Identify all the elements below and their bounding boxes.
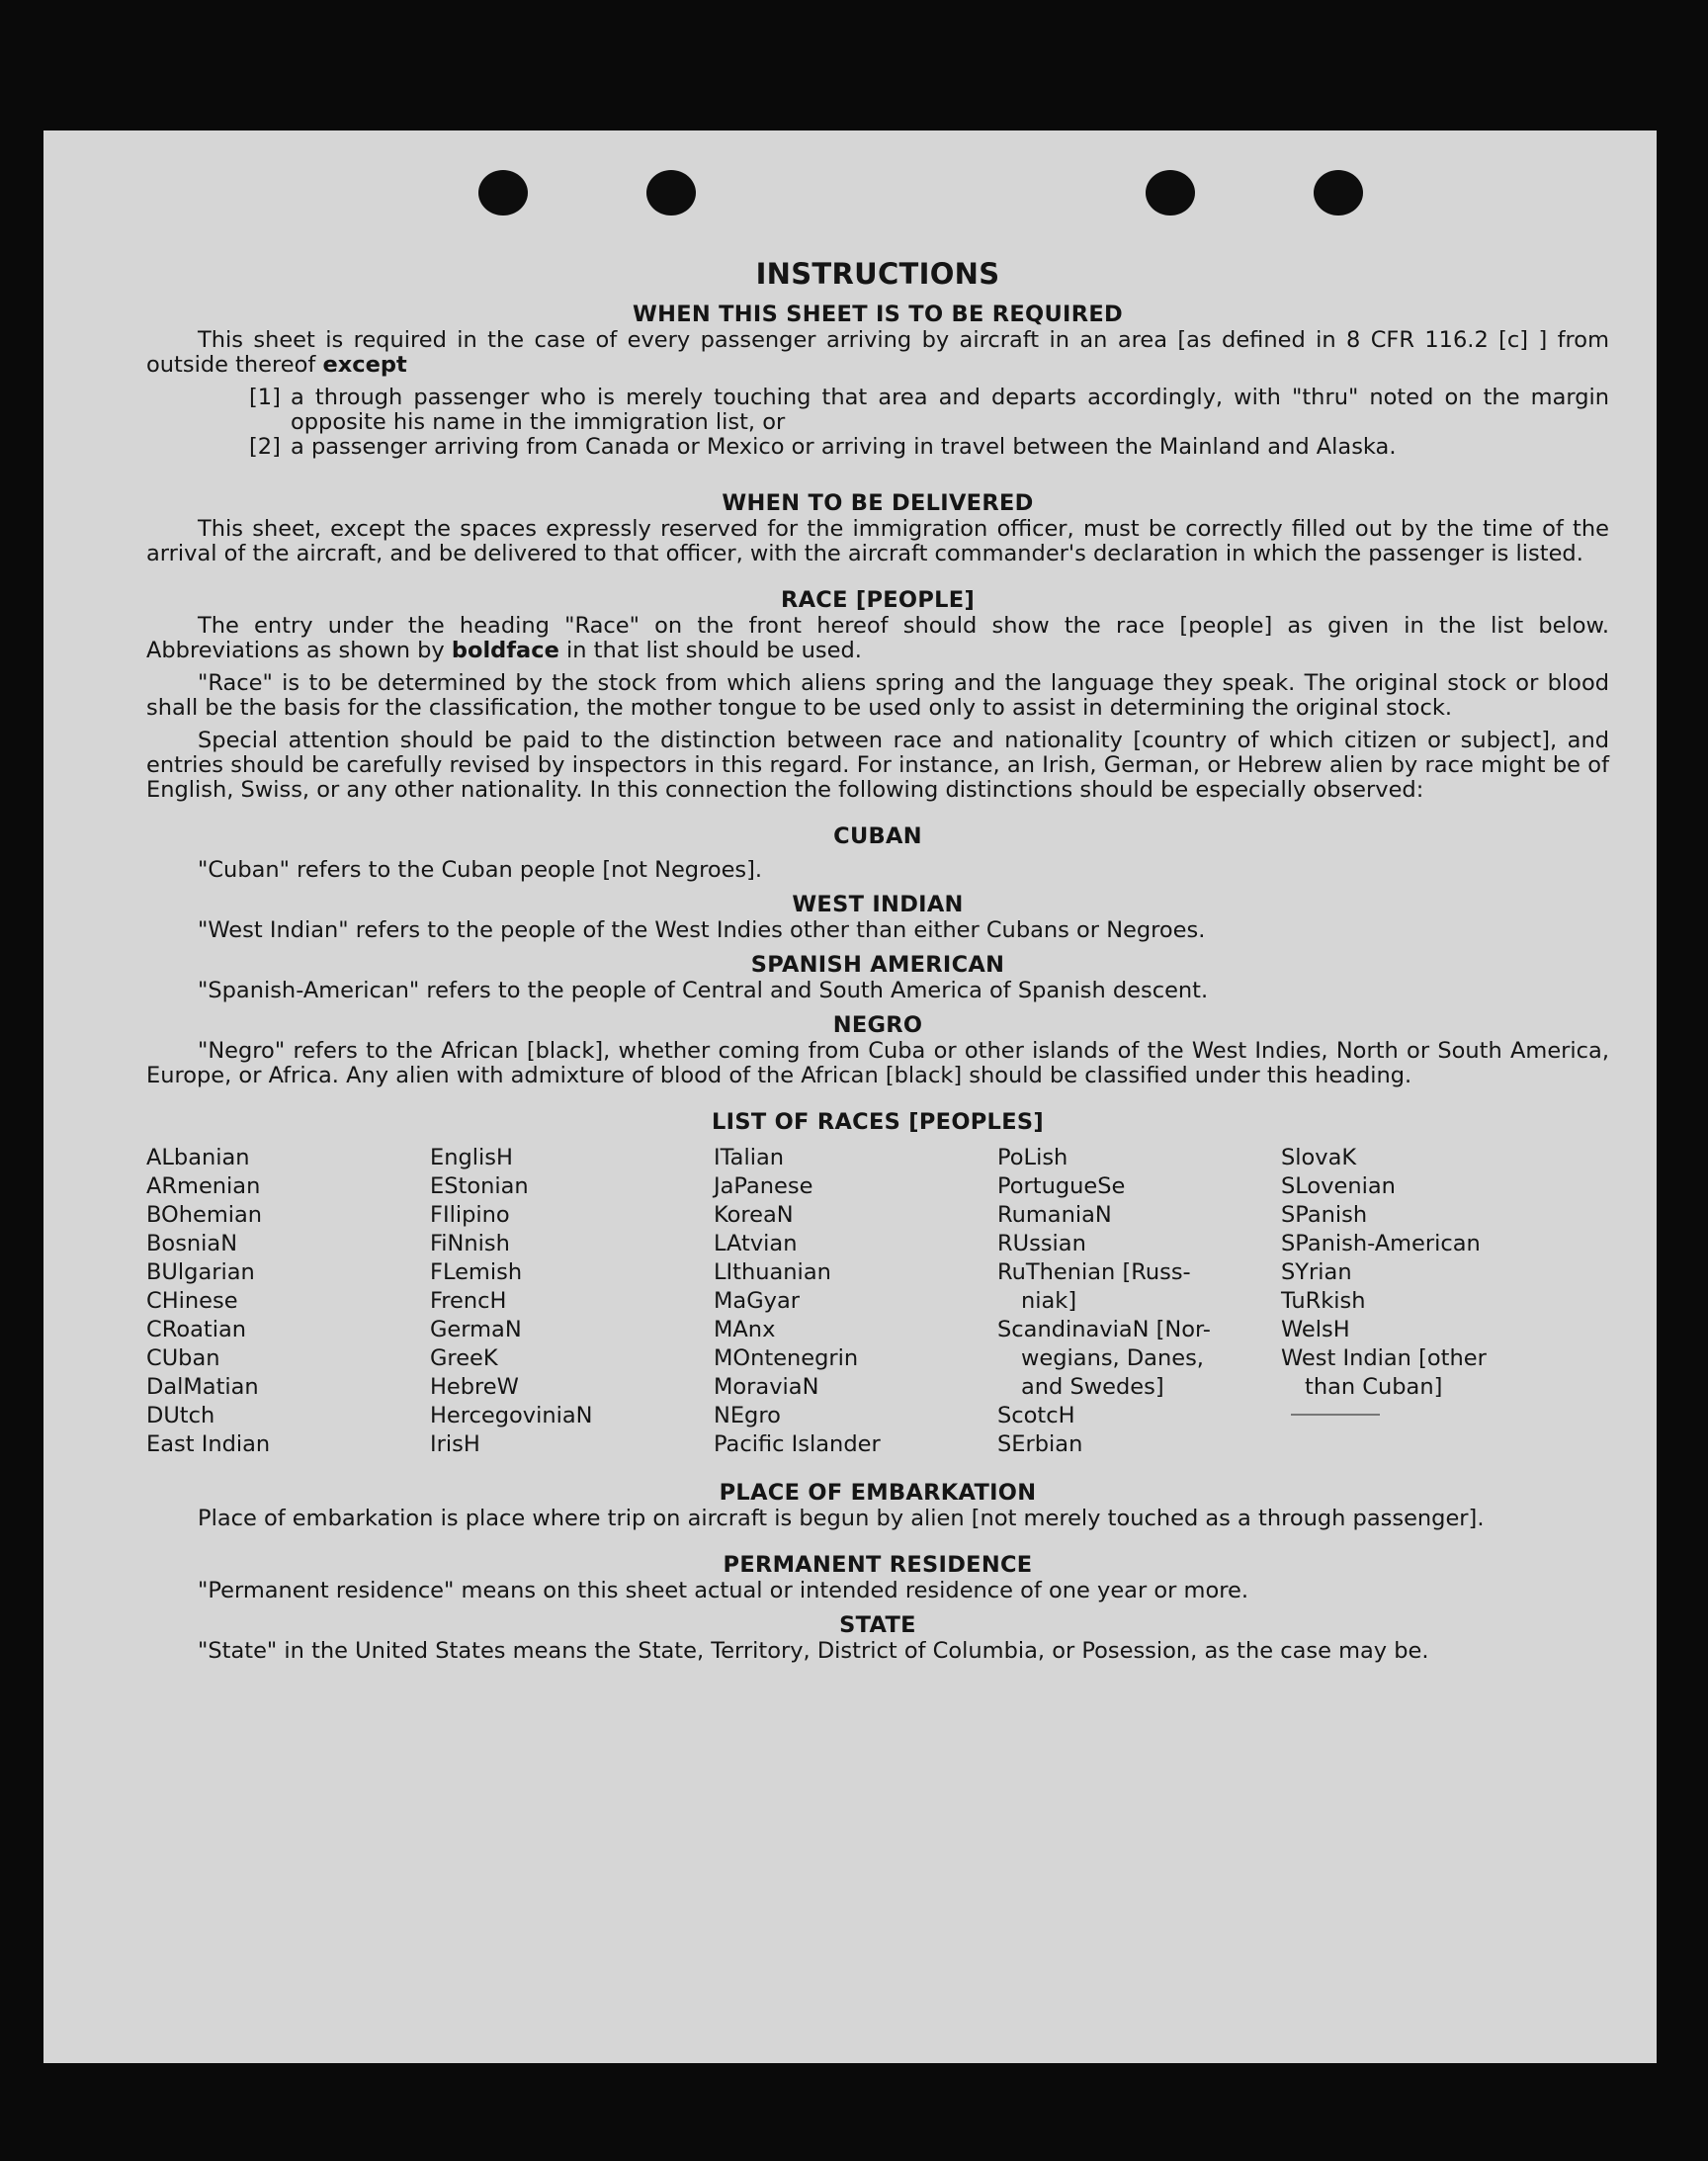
race-column	[1281, 1144, 1565, 1459]
race-item: SPanish-American	[1281, 1231, 1481, 1256]
race-item: EStonian	[430, 1173, 529, 1199]
race-paragraph-1: The entry under the heading "Race" on the front hereof should show the race [people] as given in the list below. Abbreviations as shown by boldface in that list should be used.	[146, 613, 1609, 663]
state-text: "State" in the United States means the State, Territory, District of Columbia, or Posession, as the case may be.	[198, 1638, 1429, 1664]
list-end-rule	[1291, 1414, 1380, 1416]
race-item: PoLish	[997, 1145, 1068, 1170]
race-item-continuation: niak]	[1021, 1288, 1077, 1314]
race-item: ARmenian	[146, 1173, 261, 1199]
exception-item-1	[249, 386, 1609, 435]
boldface-word: boldface	[451, 638, 559, 663]
race-item: West Indian [other	[1281, 1345, 1487, 1371]
race-item: SErbian	[997, 1431, 1083, 1457]
race-item: MAnx	[714, 1317, 776, 1342]
punch-hole	[646, 170, 696, 216]
race-item: BosniaN	[146, 1231, 238, 1256]
race-item: IrisH	[430, 1431, 480, 1457]
heading-permanent-residence: PERMANENT RESIDENCE	[723, 1552, 1033, 1578]
race-item: MoraviaN	[714, 1374, 819, 1400]
required-intro: This sheet is required in the case of every passenger arriving by aircraft in an area [as defined in 8 CFR 116.2 [c] ] from outside thereof except	[146, 327, 1609, 378]
race-item: MaGyar	[714, 1288, 800, 1314]
west-indian-text: "West Indian" refers to the people of the West Indies other than either Cubans or Negroes.	[198, 917, 1206, 943]
heading-place-of-embarkation: PLACE OF EMBARKATION	[719, 1480, 1037, 1506]
race-item: CHinese	[146, 1288, 238, 1314]
race-item: ITalian	[714, 1145, 784, 1170]
heading-state: STATE	[839, 1612, 916, 1638]
race-item: East Indian	[146, 1431, 271, 1457]
race-item-continuation: and Swedes]	[1021, 1374, 1164, 1400]
race-item: DalMatian	[146, 1374, 259, 1400]
residence-text: "Permanent residence" means on this sheet actual or intended residence of one year or more.	[198, 1578, 1248, 1603]
race-item: EnglisH	[430, 1145, 513, 1170]
spanish-american-text: "Spanish-American" refers to the people of Central and South America of Spanish descent.	[198, 978, 1209, 1003]
exception-number: [2]	[249, 434, 281, 460]
race-item: SYrian	[1281, 1259, 1352, 1285]
race-column	[997, 1144, 1281, 1459]
race-item: ScotcH	[997, 1403, 1075, 1428]
race-item-continuation: wegians, Danes,	[1021, 1345, 1204, 1371]
race-item: GermaN	[430, 1317, 522, 1342]
race-column	[430, 1144, 714, 1459]
heading-cuban: CUBAN	[833, 823, 922, 849]
race-item: DUtch	[146, 1403, 215, 1428]
race-item: FIlipino	[430, 1202, 510, 1228]
race-item: ScandinaviaN [Nor-	[997, 1317, 1211, 1342]
heading-spanish-american: SPANISH AMERICAN	[750, 952, 1005, 978]
race-list	[146, 1144, 1609, 1459]
race-item: FLemish	[430, 1259, 523, 1285]
heading-when-required: WHEN THIS SHEET IS TO BE REQUIRED	[632, 302, 1124, 327]
race-item: JaPanese	[714, 1173, 813, 1199]
race-item: CUban	[146, 1345, 220, 1371]
race-column	[714, 1144, 997, 1459]
race-item: SLovenian	[1281, 1173, 1396, 1199]
punch-hole	[1314, 170, 1363, 216]
race-item: TuRkish	[1281, 1288, 1366, 1314]
punch-hole	[1146, 170, 1195, 216]
race-item: LIthuanian	[714, 1259, 831, 1285]
exception-number: [1]	[249, 385, 281, 410]
instruction-sheet	[43, 130, 1657, 2063]
heading-list-of-races: LIST OF RACES [PEOPLES]	[712, 1109, 1044, 1135]
race-item: ALbanian	[146, 1145, 250, 1170]
punch-hole	[478, 170, 528, 216]
race-item: HercegoviniaN	[430, 1403, 593, 1428]
race-item: RUssian	[997, 1231, 1086, 1256]
race-item: WelsH	[1281, 1317, 1350, 1342]
embarkation-text: Place of embarkation is place where trip on aircraft is begun by alien [not merely touched as a through passenger].	[198, 1506, 1485, 1531]
race-item: GreeK	[430, 1345, 498, 1371]
race-column	[146, 1144, 430, 1459]
race-item: KoreaN	[714, 1202, 794, 1228]
negro-text: "Negro" refers to the African [black], whether coming from Cuba or other islands of the West Indies, North or South America, Europe, or Africa. Any alien with admixture of blood of the African [black] should be classified under this heading.	[146, 1038, 1609, 1088]
heading-negro: NEGRO	[832, 1012, 923, 1038]
instructions-content	[146, 257, 1609, 1664]
race-paragraph-2: "Race" is to be determined by the stock from which aliens spring and the language they speak. The original stock or blood shall be the basis for the classification, the mother tongue to be used only to assist in determining the original stock.	[146, 670, 1609, 721]
page-title: INSTRUCTIONS	[755, 257, 1000, 291]
race-item: RumaniaN	[997, 1202, 1112, 1228]
exception-text: a passenger arriving from Canada or Mexico or arriving in travel between the Mainland and Alaska.	[291, 434, 1397, 460]
race-item: BUlgarian	[146, 1259, 255, 1285]
race-item: BOhemian	[146, 1202, 263, 1228]
race-item: NEgro	[714, 1403, 781, 1428]
heading-when-delivered: WHEN TO BE DELIVERED	[722, 490, 1034, 516]
race-item: FiNnish	[430, 1231, 510, 1256]
exception-item-2	[249, 435, 1609, 460]
race-item: LAtvian	[714, 1231, 798, 1256]
race-item: RuThenian [Russ-	[997, 1259, 1191, 1285]
race-item: SlovaK	[1281, 1145, 1357, 1170]
race-item: Pacific Islander	[714, 1431, 881, 1457]
race-item: SPanish	[1281, 1202, 1368, 1228]
race-item: PortugueSe	[997, 1173, 1126, 1199]
exception-text: a through passenger who is merely touching that area and departs accordingly, with "thru" noted on the margin opposite his name in the immigration list, or	[291, 385, 1609, 435]
heading-race: RACE [PEOPLE]	[780, 587, 976, 613]
required-except: except	[322, 352, 407, 378]
heading-west-indian: WEST INDIAN	[792, 892, 964, 917]
race-item: CRoatian	[146, 1317, 247, 1342]
race-paragraph-3: Special attention should be paid to the distinction between race and nationality [country of which citizen or subject], and entries should be carefully revised by inspectors in this regard. For instance, an Irish, German, or Hebrew alien by race might be of English, Swiss, or any other nationality. In this connection the following distinctions should be especially observed:	[146, 728, 1609, 803]
race-item-continuation: than Cuban]	[1305, 1374, 1443, 1400]
cuban-text: "Cuban" refers to the Cuban people [not Negroes].	[198, 857, 763, 883]
race-item: HebreW	[430, 1374, 519, 1400]
race-item: FrencH	[430, 1288, 507, 1314]
race-item: MOntenegrin	[714, 1345, 859, 1371]
delivered-text: This sheet, except the spaces expressly reserved for the immigration officer, must be correctly filled out by the time of the arrival of the aircraft, and be delivered to that officer, with the aircraft commander's declaration in which the passenger is listed.	[146, 516, 1609, 566]
